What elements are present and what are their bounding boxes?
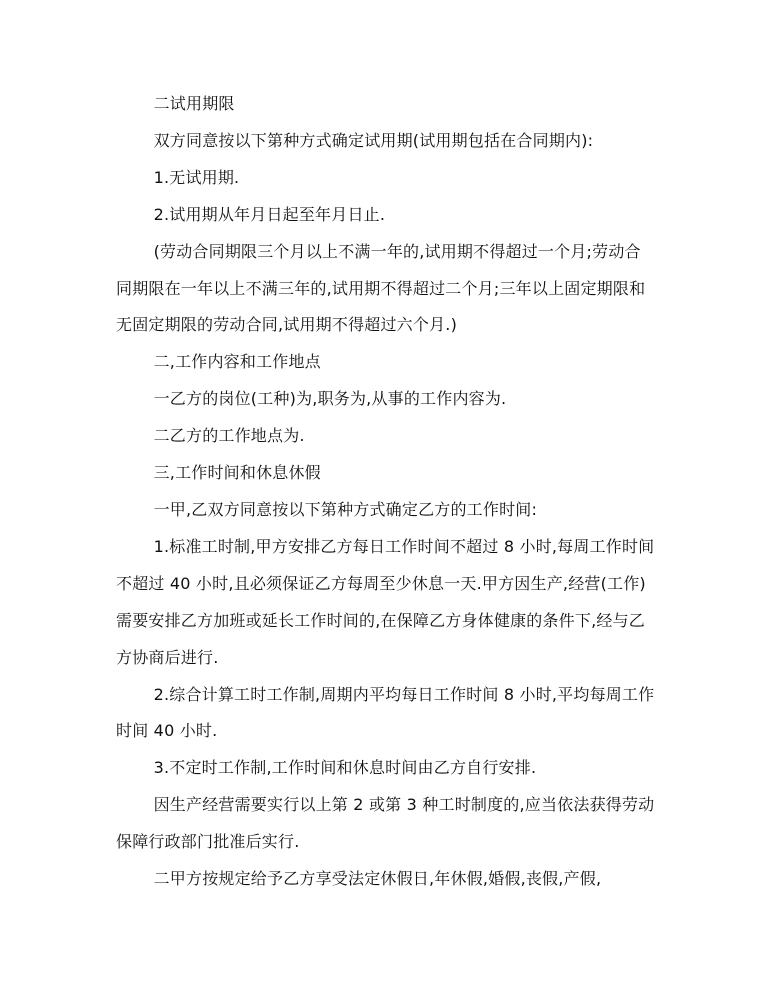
list-item-comprehensive-hours: 2.综合计算工时工作制,周期内平均每日工作时间 8 小时,平均每周工作时间 40 小时. xyxy=(116,684,655,741)
paragraph-probation-method: 双方同意按以下第种方式确定试用期(试用期包括在合同期内): xyxy=(153,130,594,150)
list-item-no-probation: 1.无试用期. xyxy=(153,167,240,187)
document-body xyxy=(116,86,656,898)
paragraph-work-hours-method: 一甲,乙双方同意按以下第种方式确定乙方的工作时间: xyxy=(153,499,538,519)
paragraph-probation-note: (劳动合同期限三个月以上不满一年的,试用期不得超过一个月;劳动合同期限在一年以上不满三年的,试用期不得超过二个月;三年以上固定期限和无固定期限的劳动合同,试用期不得超过六个月.) xyxy=(116,241,646,335)
paragraph-approval-note: 因生产经营需要实行以上第 2 或第 3 种工时制度的,应当依法获得劳动保障行政部门批准后实行. xyxy=(116,795,655,852)
paragraph-leave-entitlement: 二甲方按规定给予乙方享受法定休假日,年休假,婚假,丧假,产假, xyxy=(153,869,602,889)
list-item-probation-period: 2.试用期从年月日起至年月日止. xyxy=(153,204,386,224)
list-item-flexible-hours: 3.不定时工作制,工作时间和休息时间由乙方自行安排. xyxy=(153,758,537,778)
paragraph-work-location: 二乙方的工作地点为. xyxy=(153,426,305,446)
section-heading-work-hours: 三,工作时间和休息休假 xyxy=(153,463,321,483)
section-heading-work-content: 二,工作内容和工作地点 xyxy=(153,352,321,372)
paragraph-job-position: 一乙方的岗位(工种)为,职务为,从事的工作内容为. xyxy=(153,389,507,409)
list-item-standard-hours: 1.标准工时制,甲方安排乙方每日工作时间不超过 8 小时,每周工作时间不超过 40 小时,且必须保证乙方每周至少休息一天.甲方因生产,经营(工作)需要安排乙方加班或延长工作时间的,在保障乙方身体健康的条件下,经与乙方协商后进行. xyxy=(116,536,655,667)
section-heading-probation: 二试用期限 xyxy=(153,94,235,113)
